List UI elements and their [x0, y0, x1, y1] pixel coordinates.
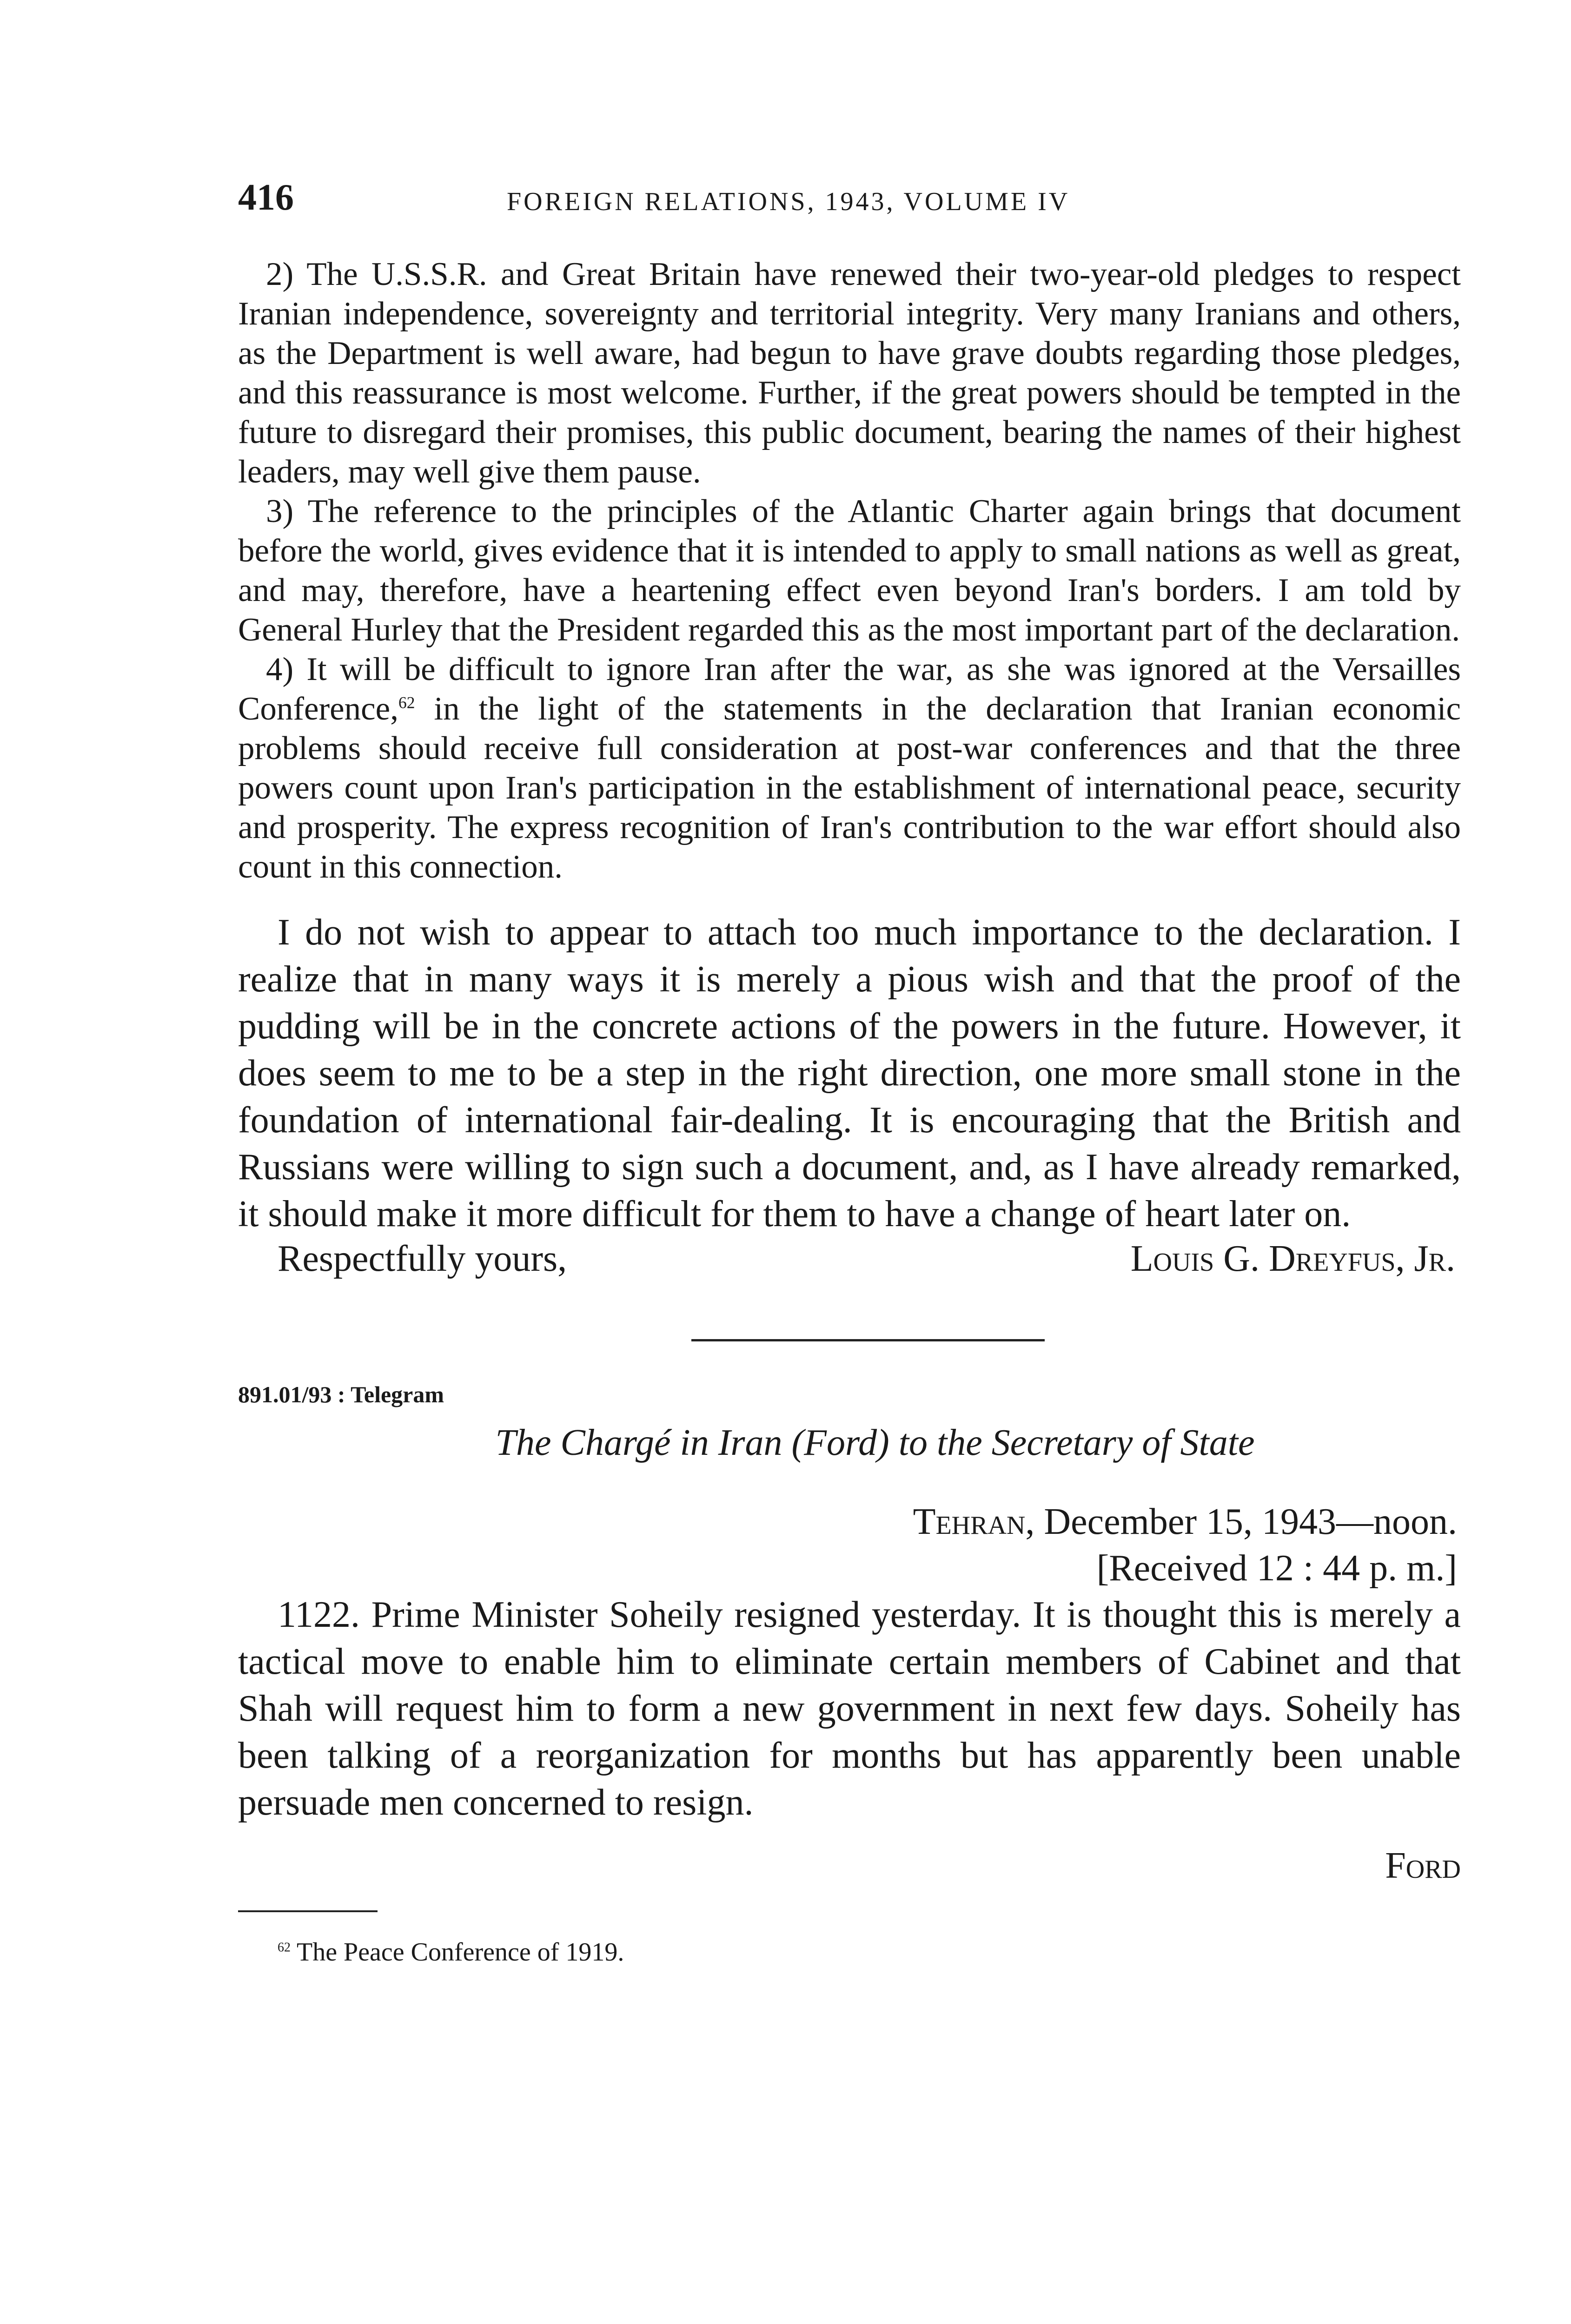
telegram-body — [238, 1591, 1461, 1826]
enumerated-points — [238, 255, 1461, 887]
closing-section — [238, 909, 1461, 1238]
page-number: 416 — [238, 177, 294, 218]
page-header — [238, 177, 1461, 228]
dateline-date: December 15, 1943—noon. — [1034, 1501, 1457, 1542]
point-3: 3) The reference to the principles of the Atlantic Charter again brings that document before the world, gives evidence that it is intended to apply to small nations as well as great, and may, therefore, have a heartening effect even beyond Iran's borders. I am told by General Hurley that the President regarded this as the most important part of the declaration. — [238, 493, 1461, 648]
document-id: 891.01/93 : Telegram — [238, 1381, 444, 1407]
point-2: 2) The U.S.S.R. and Great Britain have renewed their two-year-old pledges to respect Iranian independence, sovereignty and territorial integrity. Very many Iranians and others, as the Department is well aware, had begun to have grave doubts regarding those pledges, and this reassurance is most welcome. Further, if the great powers should be tempted in the future to disregard their promises, this public document, bearing the names of their highest leaders, may well give them pause. — [238, 256, 1461, 490]
closing-paragraph: I do not wish to appear to attach too much importance to the declaration. I realize that in many ways it is merely a pious wish and that the proof of the pudding will be in the concrete actions of the powers in the future. However, it does seem to me to be a step in the right direction, one more small stone in the foundation of international fair-dealing. It is encouraging that the British and Russians were willing to sign such a document, and, as I have already remarked, it should make it more difficult for them to have a change of heart later on. — [238, 912, 1461, 1235]
letter-closing — [238, 1238, 1461, 1289]
footnote-number: 62 — [278, 1940, 291, 1955]
point-4-text-end: in the light of the statements in the declaration that Iranian economic problems should receive full consideration at post-war conferences and that the three powers count upon Iran's participation in the establishment of international peace, security and prosperity. The express recognition of Iran's contribution to the war effort should also count in this connection. — [238, 691, 1461, 885]
point-4 — [238, 650, 1461, 887]
point-4-text-start: 4) It will be difficult to ignore Iran after the war, as she was ignored at the Versailles Conference, — [238, 651, 1461, 727]
footnote-divider — [238, 1910, 378, 1912]
footnote — [238, 1937, 1461, 1967]
received-time: [Received 12 : 44 p. m.] — [1096, 1548, 1457, 1589]
document-title: The Chargé in Iran (Ford) to the Secretary of State — [495, 1422, 1255, 1463]
footnote-text: The Peace Conference of 1919. — [291, 1938, 624, 1967]
document-page — [238, 177, 1461, 1967]
dateline-place: Tehran, — [913, 1501, 1035, 1542]
letter-signature: Louis G. Dreyfus, Jr. — [1130, 1238, 1455, 1279]
footnote-ref-62[interactable]: 62 — [398, 693, 415, 712]
telegram-signature: Ford — [1385, 1845, 1461, 1886]
running-head: FOREIGN RELATIONS, 1943, VOLUME IV — [507, 187, 1070, 216]
telegram-text: 1122. Prime Minister Soheily resigned yesterday. It is thought this is merely a tactical move to enable him to eliminate certain members of Cabinet and that Shah will request him to form a new government in next few days. Soheily has been talking of a reorganization for months but has apparently been unable persuade men concerned to resign. — [238, 1594, 1461, 1823]
section-divider — [691, 1339, 1045, 1341]
salutation: Respectfully yours, — [278, 1238, 567, 1279]
dateline — [238, 1499, 1461, 1545]
